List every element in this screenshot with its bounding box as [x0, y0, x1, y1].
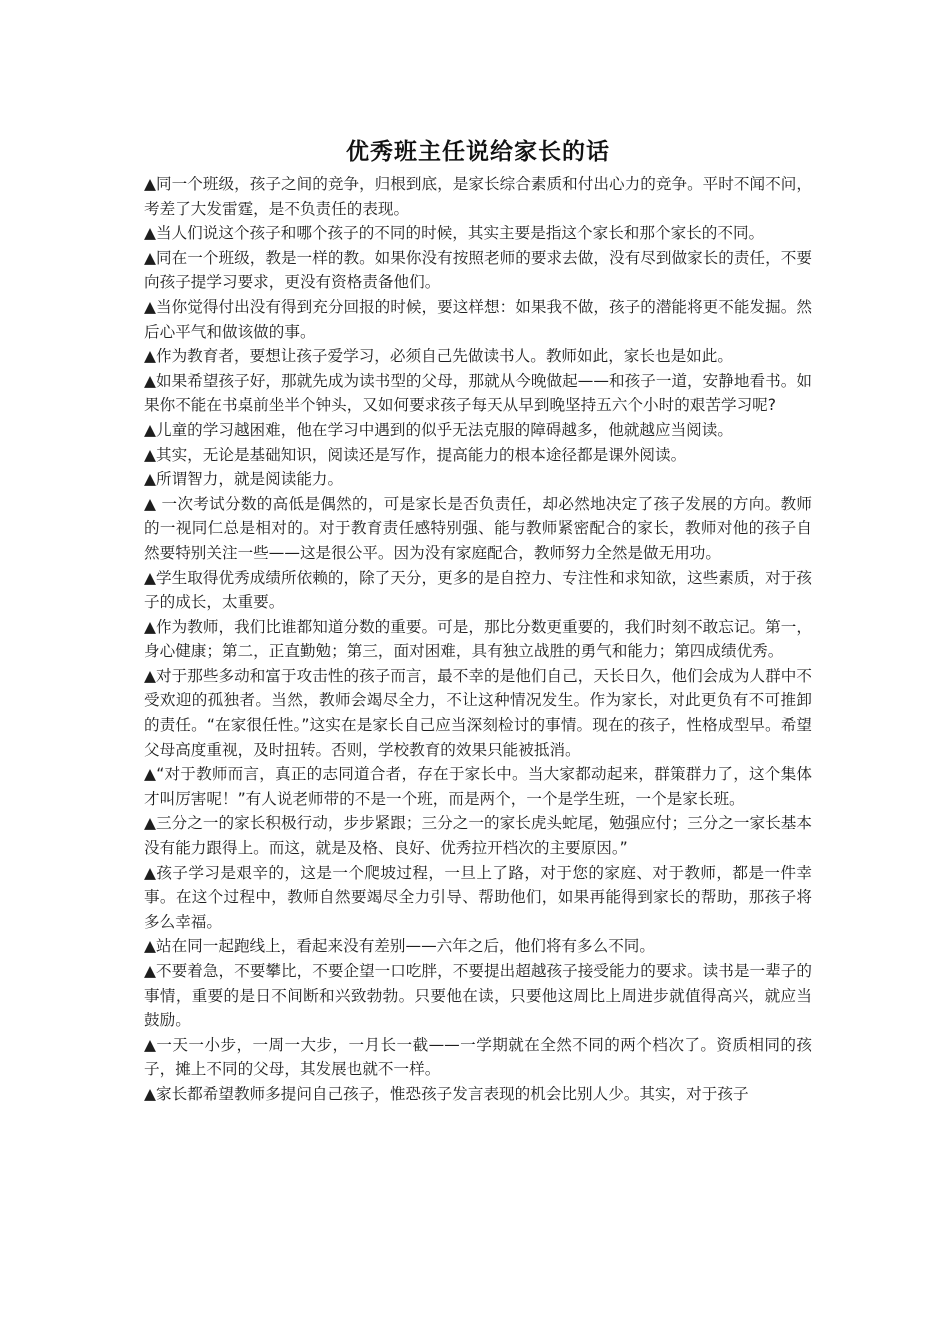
paragraph: ▲家长都希望教师多提问自己孩子，惟恐孩子发言表现的机会比别人少。其实，对于孩子 [144, 1084, 749, 1103]
paragraph: ▲对于那些多动和富于攻击性的孩子而言，最不幸的是他们自己，天长日久，他们会成为人群中不受欢迎的孤独者。当然，教师会竭尽全力，不让这种情况发生。作为家长，对此更负有不可推卸的责任。“在家很任性。”这实在是家长自己应当深刻检讨的事情。现在的孩子，性格成型早。希望父母高度重视，及时扭转。否则，学校教育的效果只能被抵消。 [144, 666, 812, 759]
paragraph: ▲作为教育者，要想让孩子爱学习，必须自己先做读书人。教师如此，家长也是如此。 [144, 347, 733, 366]
paragraph: ▲其实，无论是基础知识，阅读还是写作，提高能力的根本途径都是课外阅读。 [144, 445, 687, 464]
paragraph: ▲作为教师，我们比谁都知道分数的重要。可是，那比分数更重要的，我们时刻不敢忘记。第一，身心健康；第二，正直勤勉；第三，面对困难，具有独立战胜的勇气和能力；第四成绩优秀。 [144, 617, 812, 661]
paragraph: ▲站在同一起跑线上，看起来没有差别——六年之后，他们将有多么不同。 [144, 937, 655, 956]
paragraph: ▲当你觉得付出没有得到充分回报的时候，要这样想：如果我不做，孩子的潜能将更不能发掘。然后心平气和做该做的事。 [144, 297, 812, 341]
paragraph: ▲如果希望孩子好，那就先成为读书型的父母，那就从今晚做起——和孩子一道，安静地看书。如果你不能在书桌前坐半个钟头，又如何要求孩子每天从早到晚坚持五六个小时的艰苦学习呢? [144, 371, 812, 415]
paragraph: ▲一天一小步，一周一大步，一月长一截——一学期就在全然不同的两个档次了。资质相同的孩子，摊上不同的父母，其发展也就不一样。 [144, 1035, 812, 1079]
document-body [144, 172, 812, 1107]
paragraph: ▲同一个班级，孩子之间的竞争，归根到底，是家长综合素质和付出心力的竞争。平时不闻不问，考差了大发雷霆，是不负责任的表现。 [144, 175, 812, 218]
document-title: 优秀班主任说给家长的话 [346, 139, 610, 165]
paragraph: ▲不要着急，不要攀比，不要企望一口吃胖，不要提出超越孩子接受能力的要求。读书是一辈子的事情，重要的是日不间断和兴致勃勃。只要他在读，只要他这周比上周进步就值得高兴，就应当鼓励。 [144, 962, 812, 1030]
paragraph: ▲同在一个班级，教是一样的教。如果你没有按照老师的要求去做，没有尽到做家长的责任，不要向孩子提学习要求，更没有资格责备他们。 [144, 248, 812, 292]
paragraph: ▲“对于教师而言，真正的志同道合者，存在于家长中。当大家都动起来，群策群力了，这个集体才叫厉害呢！”有人说老师带的不是一个班，而是两个，一个是学生班，一个是家长班。 [144, 765, 812, 808]
paragraph: ▲当人们说这个孩子和哪个孩子的不同的时候，其实主要是指这个家长和那个家长的不同。 [144, 224, 765, 243]
paragraph: ▲ 一次考试分数的高低是偶然的，可是家长是否负责任，却必然地决定了孩子发展的方向。教师的一视同仁总是相对的。对于教育责任感特别强、能与教师紧密配合的家长，教师对他的孩子自然要特别关注一些——这是很公平。因为没有家庭配合，教师努力全然是做无用功。 [144, 494, 812, 562]
document-page [144, 132, 812, 1107]
paragraph: ▲三分之一的家长积极行动，步步紧跟；三分之一的家长虎头蛇尾，勉强应付；三分之一家长基本没有能力跟得上。而这，就是及格、良好、优秀拉开档次的主要原因。” [144, 814, 812, 858]
paragraph: ▲儿童的学习越困难，他在学习中遇到的似乎无法克服的障碍越多，他就越应当阅读。 [144, 420, 733, 439]
paragraph: ▲所谓智力，就是阅读能力。 [144, 470, 344, 489]
paragraph: ▲学生取得优秀成绩所依赖的，除了天分，更多的是自控力、专注性和求知欲，这些素质，对于孩子的成长，太重要。 [144, 568, 812, 612]
paragraph: ▲孩子学习是艰辛的，这是一个爬坡过程，一旦上了路，对于您的家庭、对于教师，都是一件幸事。在这个过程中，教师自然要竭尽全力引导、帮助他们，如果再能得到家长的帮助，那孩子将多么幸福。 [144, 863, 812, 931]
